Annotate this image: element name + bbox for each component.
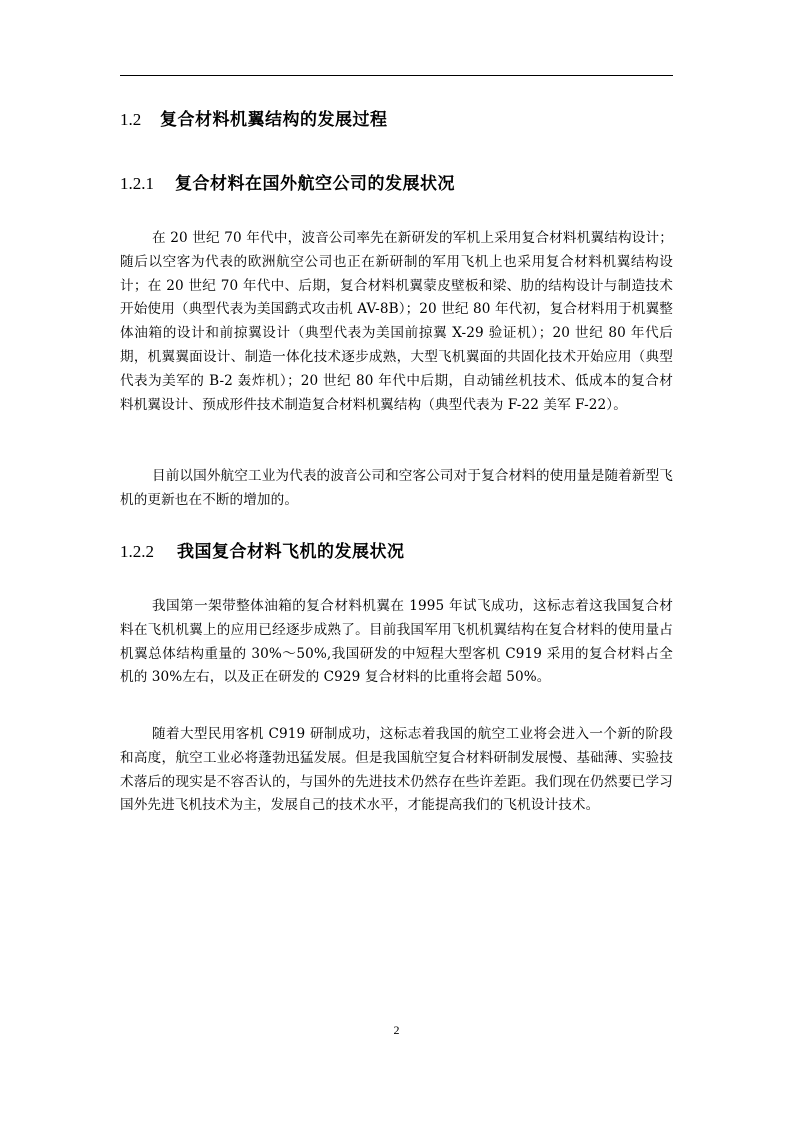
body-paragraph: 在 20 世纪 70 年代中，波音公司率先在新研发的军机上采用复合材料机翼结构设计；随后以空客为代表的欧洲航空公司也正在新研制的军用飞机上也采用复合材料机翼结构设计；在 20 世纪 70 年代中、后期，复合材料机翼蒙皮壁板和梁、肋的结构设计与制造技术开始使用（典型代表为美国鹞式攻击机 AV-8B）；20 世纪 80 年代初，复合材料用于机翼整体油箱的设计和前掠翼设计（典型代表为美国前掠翼 X-29 验证机）；20 世纪 80 年代后期，机翼翼面设计、制造一体化技术逐步成熟，大型飞机翼面的共固化技术开始应用（典型代表为美军的 B-2 轰炸机）；20 世纪 80 年代中后期，自动铺丝机技术、低成本的复合材料机翼设计、预成形件技术制造复合材料机翼结构（典型代表为 F-22 美军 F-22）。 <box>120 230 673 413</box>
subsection-heading-1 <box>120 173 455 195</box>
subsection-number: 1.2.1 <box>120 174 154 193</box>
subsection-title: 我国复合材料飞机的发展状况 <box>177 542 405 562</box>
subsection-number: 1.2.2 <box>120 542 154 561</box>
header-rule <box>120 75 673 76</box>
section-heading <box>120 109 388 131</box>
section-title: 复合材料机翼结构的发展过程 <box>160 110 388 130</box>
body-paragraph: 我国第一架带整体油箱的复合材料机翼在 1995 年试飞成功，这标志着这我国复合材料在飞机机翼上的应用已经逐步成熟了。目前我国军用飞机机翼结构在复合材料的使用量占机翼总体结构重量的 30%～50%,我国研发的中短程大型客机 C919 采用的复合材料占全机的 30%左右，以及正在研发的 C929 复合材料的比重将会超 50%。 <box>120 598 673 686</box>
section-number: 1.2 <box>120 110 142 129</box>
body-paragraph: 目前以国外航空工业为代表的波音公司和空客公司对于复合材料的使用量是随着新型飞机的更新也在不断的增加的。 <box>120 468 673 508</box>
subsection-heading-2 <box>120 541 405 563</box>
body-paragraph: 随着大型民用客机 C919 研制成功，这标志着我国的航空工业将会进入一个新的阶段和高度，航空工业必将蓬勃迅猛发展。但是我国航空复合材料研制发展慢、基础薄、实验技术落后的现实是不容否认的，与国外的先进技术仍然存在些许差距。我们现在仍然要已学习国外先进飞机技术为主，发展自己的技术水平，才能提高我们的飞机设计技术。 <box>120 726 673 814</box>
subsection-title: 复合材料在国外航空公司的发展状况 <box>175 174 455 194</box>
page-number: 2 <box>393 1023 400 1037</box>
